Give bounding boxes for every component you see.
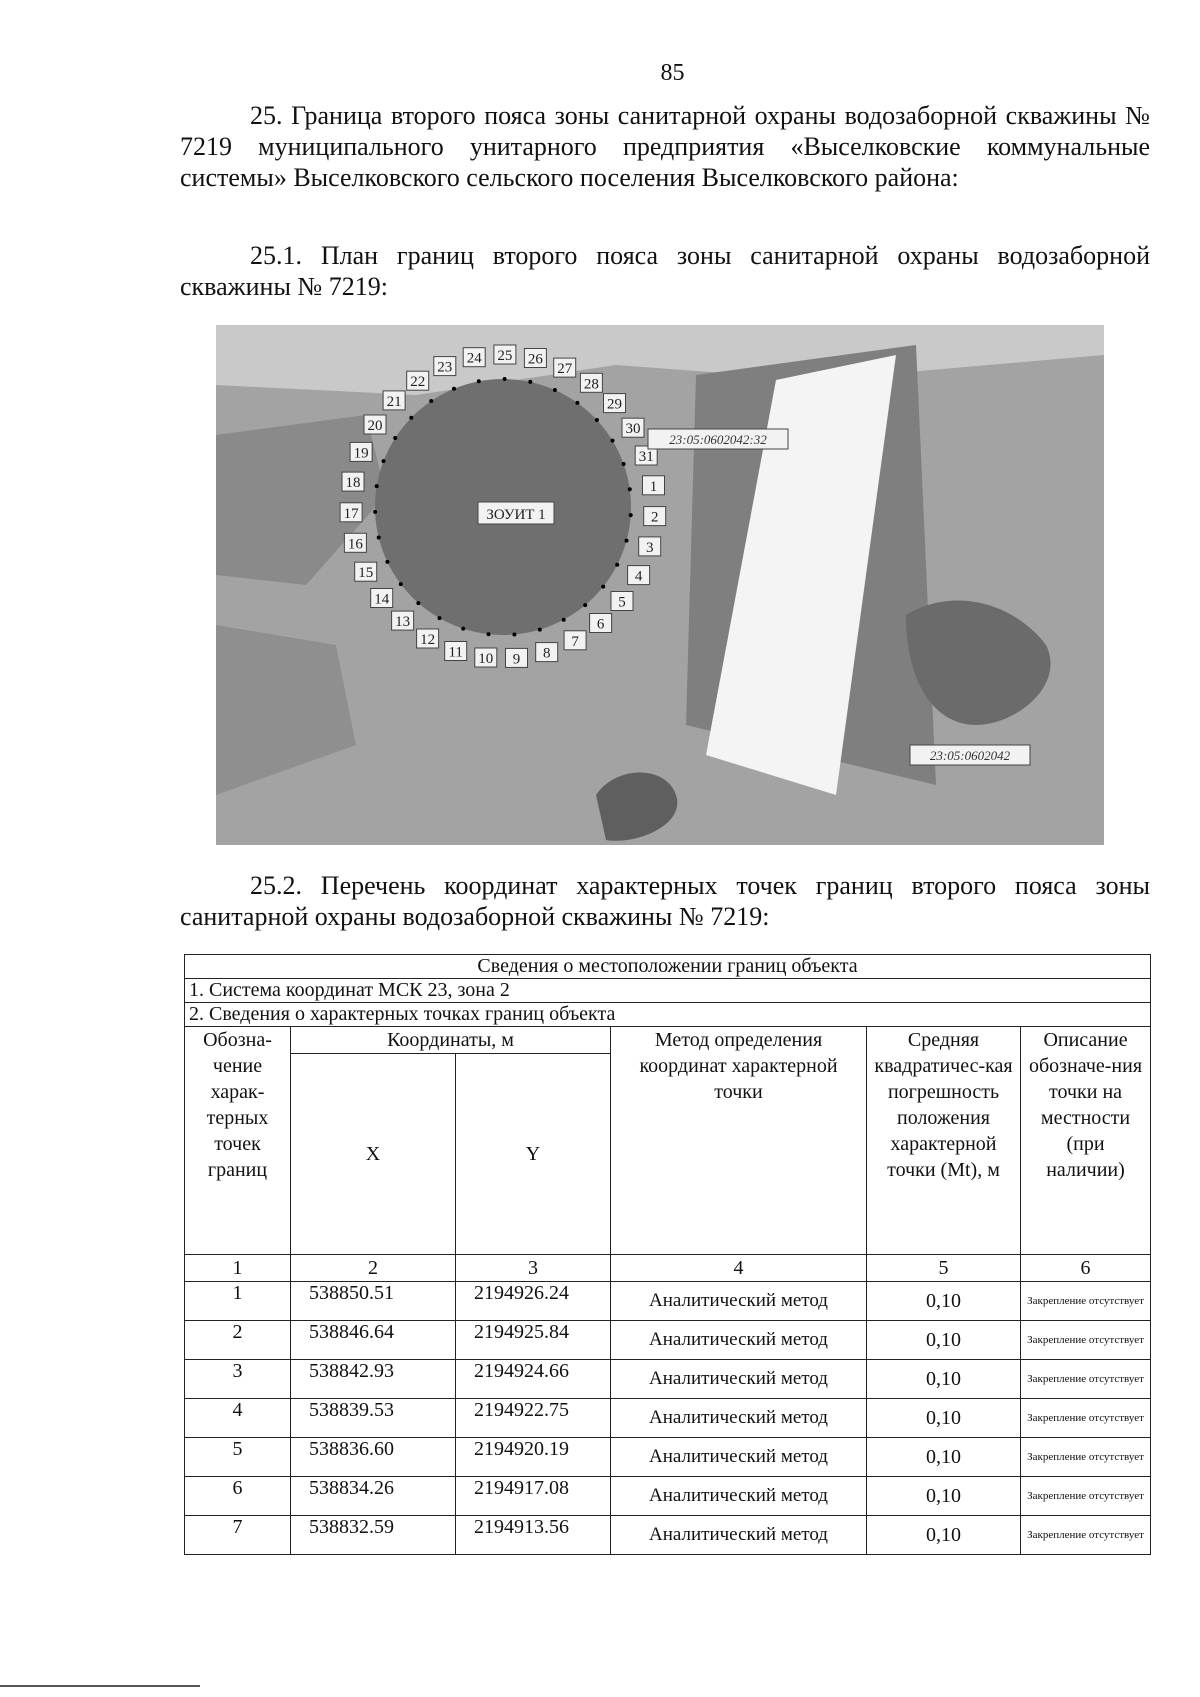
point-label: 7 <box>571 633 579 650</box>
boundary-point-dot <box>399 582 403 586</box>
boundary-point-dot <box>595 418 599 422</box>
point-label: 30 <box>625 421 641 438</box>
coord-x: 538839.53 <box>291 1399 456 1438</box>
point-label: 22 <box>410 374 426 391</box>
table-body <box>185 1282 1151 1555</box>
boundary-point-dot <box>382 459 386 463</box>
mt-error: 0,10 <box>867 1477 1021 1516</box>
method: Аналитический метод <box>611 1399 867 1438</box>
header-x: X <box>291 1054 456 1255</box>
point-label: 16 <box>347 536 363 553</box>
boundary-point-dot <box>487 632 491 636</box>
boundary-point-dot <box>538 628 542 632</box>
paragraph-25-1 <box>180 240 1150 302</box>
boundary-point-dot <box>583 603 587 607</box>
boundary-point-dot <box>452 387 456 391</box>
page-number: 85 <box>660 60 685 86</box>
point-label: 2 <box>650 509 659 526</box>
point-id: 7 <box>185 1516 291 1555</box>
coord-y: 2194920.19 <box>456 1438 611 1477</box>
boundary-point-dot <box>553 388 557 392</box>
boundary-plan-map <box>216 325 1104 845</box>
table-row <box>185 1399 1151 1438</box>
boundary-point-dot <box>622 462 626 466</box>
column-number: 4 <box>611 1255 867 1282</box>
method: Аналитический метод <box>611 1477 867 1516</box>
coordinates-table <box>184 954 1151 1555</box>
point-label: 25 <box>497 348 513 364</box>
point-description: Закрепление отсутствует <box>1021 1477 1151 1516</box>
point-label: 28 <box>583 376 599 393</box>
column-number: 5 <box>867 1255 1021 1282</box>
boundary-point-dot <box>377 536 381 540</box>
header-description: Описание обозначе-ния точки на местности (при наличии) <box>1021 1027 1151 1255</box>
boundary-point-dot <box>625 539 629 543</box>
coord-x: 538832.59 <box>291 1516 456 1555</box>
coord-x: 538834.26 <box>291 1477 456 1516</box>
mt-error: 0,10 <box>867 1438 1021 1477</box>
method: Аналитический метод <box>611 1438 867 1477</box>
point-id: 3 <box>185 1360 291 1399</box>
point-label: 20 <box>367 418 383 434</box>
boundary-point-dot <box>385 560 389 564</box>
point-id: 6 <box>185 1477 291 1516</box>
point-label: 14 <box>374 591 390 608</box>
point-label: 15 <box>358 565 374 582</box>
boundary-point-dot <box>438 616 442 620</box>
table-row <box>185 1516 1151 1555</box>
coord-x: 538842.93 <box>291 1360 456 1399</box>
boundary-point-dot <box>512 633 516 637</box>
column-number: 6 <box>1021 1255 1151 1282</box>
boundary-point-dot <box>628 487 632 491</box>
map-drawing <box>216 325 1104 845</box>
paragraph-25-text: 25. Граница второго пояса зоны санитарной охраны водозаборной скважины № 7219 муниципального унитарного предприятия «Выселковские коммунальные системы» Выселковского сельского поселения Выселковского района: <box>180 101 1150 192</box>
header-designation: Обозна-чение харак-терных точек границ <box>185 1027 291 1255</box>
point-label: 24 <box>466 350 482 367</box>
point-label: 3 <box>645 539 654 556</box>
parcel-label-2: 23:05:0602042 <box>929 748 1011 763</box>
point-label: 21 <box>386 393 402 410</box>
point-label: 18 <box>345 475 361 492</box>
point-id: 1 <box>185 1282 291 1321</box>
point-label: 13 <box>395 614 411 631</box>
point-label: 23 <box>437 359 453 376</box>
boundary-point-dot <box>393 436 397 440</box>
boundary-point-dot <box>461 627 465 631</box>
boundary-point-dot <box>615 563 619 567</box>
table-row <box>185 1477 1151 1516</box>
mt-error: 0,10 <box>867 1321 1021 1360</box>
coordinate-system: 1. Система координат МСК 23, зона 2 <box>185 979 1151 1003</box>
table-row <box>185 1282 1151 1321</box>
table-row <box>185 1438 1151 1477</box>
table-row <box>185 1360 1151 1399</box>
method: Аналитический метод <box>611 1282 867 1321</box>
boundary-point-dot <box>528 380 532 384</box>
method: Аналитический метод <box>611 1321 867 1360</box>
mt-error: 0,10 <box>867 1360 1021 1399</box>
coord-y: 2194924.66 <box>456 1360 611 1399</box>
zone-label: ЗОУИТ 1 <box>486 507 546 523</box>
method: Аналитический метод <box>611 1516 867 1555</box>
boundary-point-dot <box>375 484 379 488</box>
coord-y: 2194913.56 <box>456 1516 611 1555</box>
paragraph-25 <box>180 100 1150 193</box>
point-id: 4 <box>185 1399 291 1438</box>
coord-y: 2194922.75 <box>456 1399 611 1438</box>
point-description: Закрепление отсутствует <box>1021 1321 1151 1360</box>
point-id: 5 <box>185 1438 291 1477</box>
header-method: Метод определения координат характерной точки <box>611 1027 867 1255</box>
column-number: 1 <box>185 1255 291 1282</box>
column-number: 2 <box>291 1255 456 1282</box>
coord-y: 2194926.24 <box>456 1282 611 1321</box>
point-label: 19 <box>353 445 369 462</box>
boundary-point-dot <box>562 618 566 622</box>
point-label: 9 <box>512 651 521 668</box>
point-id: 2 <box>185 1321 291 1360</box>
point-label: 27 <box>557 361 573 378</box>
table-title: Сведения о местоположении границ объекта <box>185 955 1151 979</box>
coord-x: 538846.64 <box>291 1321 456 1360</box>
point-label: 8 <box>542 645 551 662</box>
point-description: Закрепление отсутствует <box>1021 1360 1151 1399</box>
mt-error: 0,10 <box>867 1282 1021 1321</box>
point-label: 4 <box>634 568 643 585</box>
boundary-point-dot <box>416 601 420 605</box>
header-error: Средняя квадратичес-кая погрешность положения характерной точки (Mt), м <box>867 1027 1021 1255</box>
boundary-point-dot <box>611 439 615 443</box>
paragraph-25-1-text: 25.1. План границ второго пояса зоны санитарной охраны водозаборной скважины № 7219: <box>180 241 1150 301</box>
point-label: 11 <box>448 644 463 661</box>
parcel-label-1: 23:05:0602042:32 <box>669 432 767 447</box>
point-label: 1 <box>649 478 658 495</box>
header-coordinates: Координаты, м <box>291 1027 611 1054</box>
mt-error: 0,10 <box>867 1516 1021 1555</box>
method: Аналитический метод <box>611 1360 867 1399</box>
point-label: 6 <box>596 616 605 633</box>
paragraph-25-2 <box>180 870 1150 932</box>
point-label: 31 <box>638 449 654 465</box>
boundary-point-dot <box>373 510 377 514</box>
boundary-point-dot <box>601 585 605 589</box>
point-label: 5 <box>618 594 626 611</box>
coord-x: 538850.51 <box>291 1282 456 1321</box>
point-label: 26 <box>527 351 543 368</box>
boundary-point-dot <box>503 377 507 381</box>
boundary-point-dot <box>575 401 579 405</box>
point-label: 29 <box>607 396 622 413</box>
paragraph-25-2-text: 25.2. Перечень координат характерных точек границ второго пояса зоны санитарной охраны водозаборной скважины № 7219: <box>180 871 1150 931</box>
boundary-point-dot <box>477 379 481 383</box>
mt-error: 0,10 <box>867 1399 1021 1438</box>
boundary-point-dot <box>629 513 633 517</box>
boundary-point-dot <box>429 399 433 403</box>
table-row <box>185 1321 1151 1360</box>
header-y: Y <box>456 1054 611 1255</box>
coord-y: 2194917.08 <box>456 1477 611 1516</box>
point-description: Закрепление отсутствует <box>1021 1438 1151 1477</box>
coord-y: 2194925.84 <box>456 1321 611 1360</box>
point-description: Закрепление отсутствует <box>1021 1399 1151 1438</box>
point-label: 10 <box>478 651 494 667</box>
column-numbers-row <box>185 1255 1151 1282</box>
footer-rule <box>0 1685 200 1687</box>
point-label: 17 <box>343 505 359 522</box>
column-number: 3 <box>456 1255 611 1282</box>
point-description: Закрепление отсутствует <box>1021 1282 1151 1321</box>
point-description: Закрепление отсутствует <box>1021 1516 1151 1555</box>
boundary-point-dot <box>409 416 413 420</box>
coord-x: 538836.60 <box>291 1438 456 1477</box>
section-caption: 2. Сведения о характерных точках границ объекта <box>185 1003 1151 1027</box>
point-label: 12 <box>420 632 436 648</box>
